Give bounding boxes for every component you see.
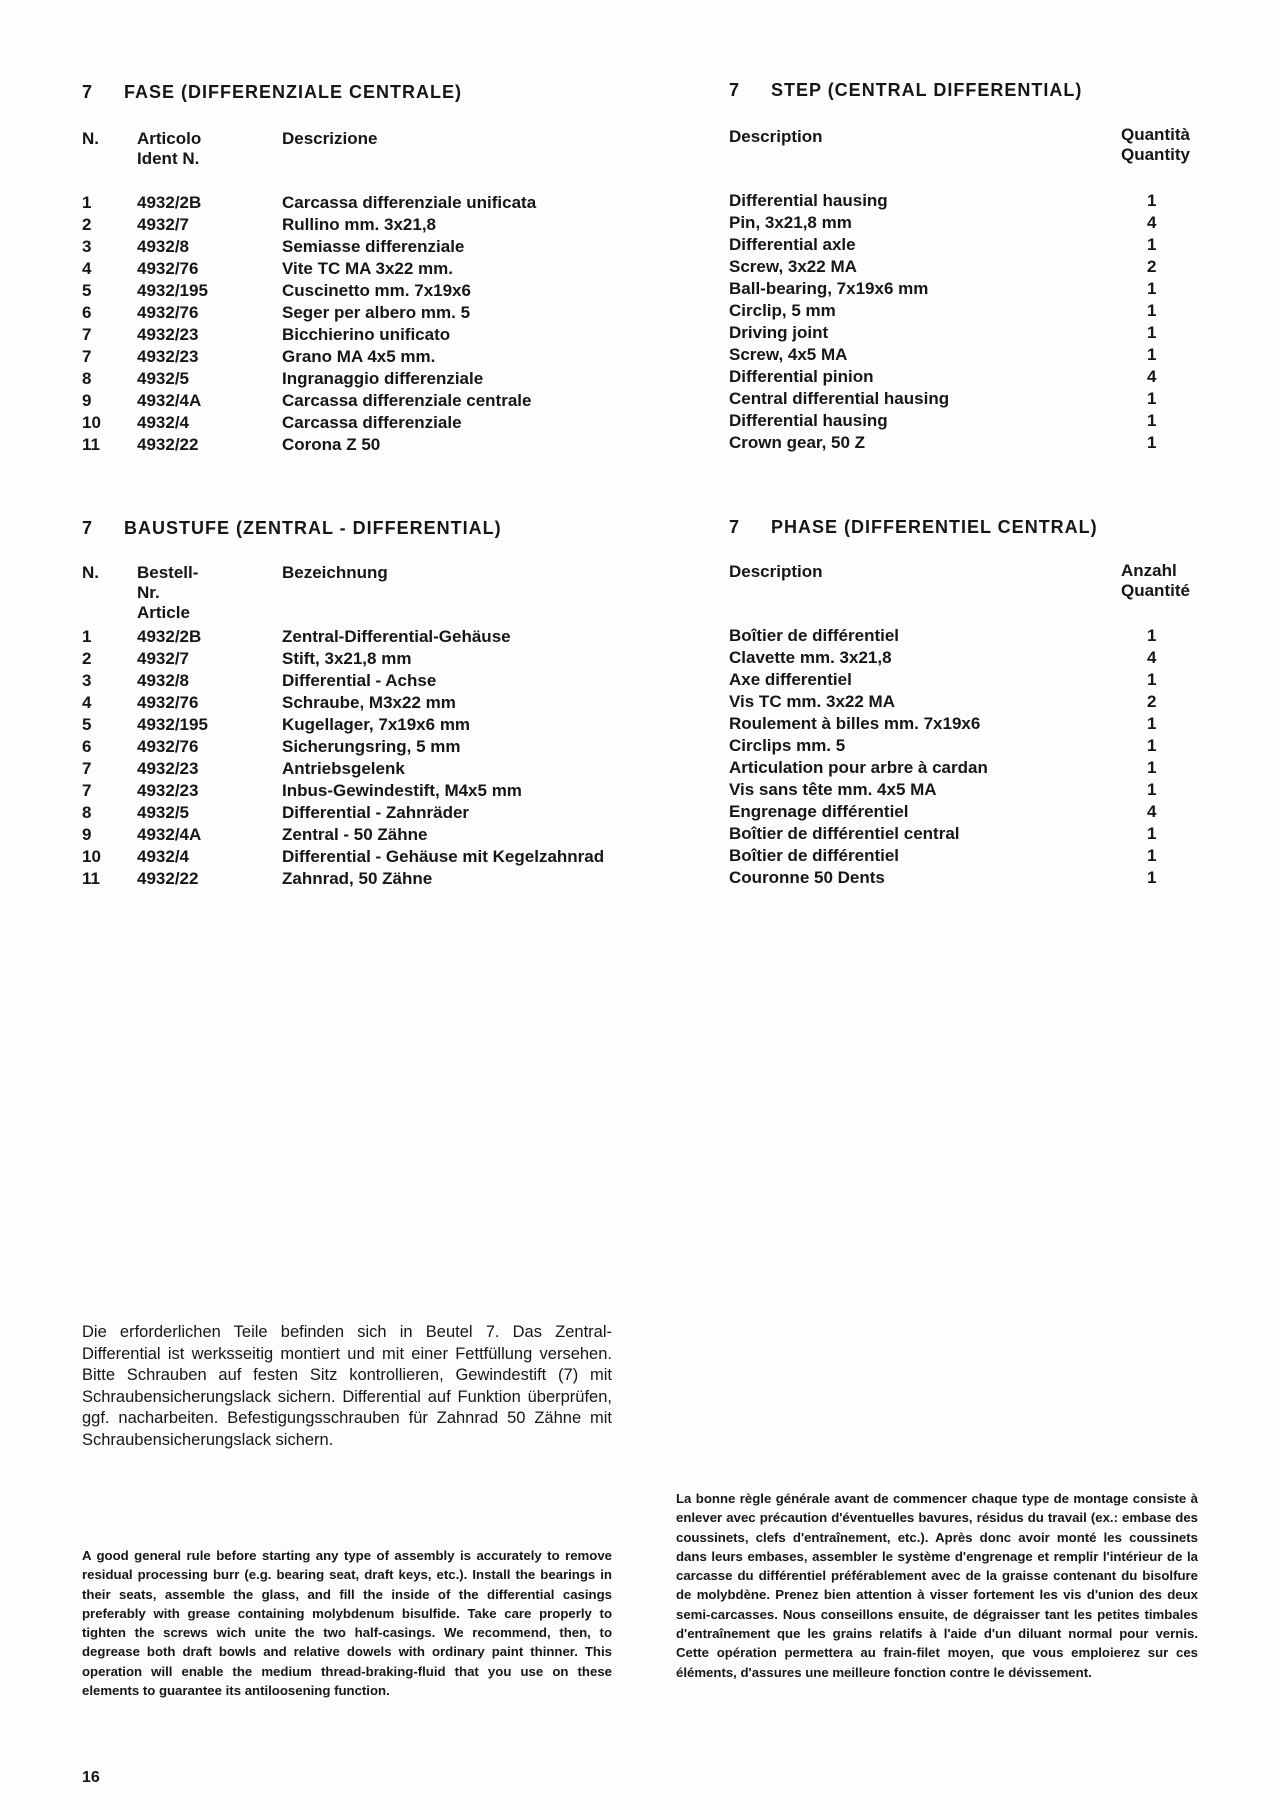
row-n: 7 xyxy=(82,325,92,344)
section-title xyxy=(82,82,462,103)
row-n: 9 xyxy=(82,825,92,844)
row-description: Semiasse differenziale xyxy=(282,237,465,256)
section-title-text: FASE (DIFFERENZIALE CENTRALE) xyxy=(124,82,462,102)
row-quantity: 4 xyxy=(1147,213,1157,232)
row-description: Axe differentiel xyxy=(729,670,852,689)
row-n: 6 xyxy=(82,303,92,322)
table-row xyxy=(82,302,642,324)
row-quantity: 1 xyxy=(1147,301,1157,320)
row-description: Zentral - 50 Zähne xyxy=(282,825,428,844)
row-description: Vis TC mm. 3x22 MA xyxy=(729,692,895,711)
note-german: Die erforderlichen Teile befinden sich in Beutel 7. Das Zentral-Differential ist werksseitig montiert und mit einer Fettfüllung versehen. Bitte Schrauben auf festen Sitz kontrollieren, Gewindestift (7) mit Schraubensicherungslack sichern. Differential auf Funktion überprüfen, ggf. nacharbeiten. Befestigungsschrauben für Zahnrad 50 Zähne mit Schraubensicherungslack sichern. xyxy=(82,1323,612,1449)
table-row xyxy=(729,779,1209,801)
table-row xyxy=(82,802,642,824)
row-article: 4932/23 xyxy=(137,347,199,366)
table-row xyxy=(82,824,642,846)
row-description: Roulement à billes mm. 7x19x6 xyxy=(729,714,981,733)
row-quantity: 1 xyxy=(1147,191,1157,210)
row-n: 7 xyxy=(82,781,92,800)
row-quantity: 1 xyxy=(1147,758,1157,777)
parts-rows xyxy=(82,192,642,456)
table-row xyxy=(82,280,642,302)
table-row xyxy=(82,780,642,802)
row-description: Corona Z 50 xyxy=(282,435,381,454)
table-row xyxy=(729,801,1209,823)
row-quantity: 1 xyxy=(1147,714,1157,733)
table-row xyxy=(729,713,1209,735)
header-description: Description xyxy=(729,562,823,581)
header-quantity: Anzahl Quantité xyxy=(1121,561,1190,600)
table-row xyxy=(729,432,1209,454)
table-row xyxy=(729,669,1209,691)
table-row xyxy=(729,212,1209,234)
row-n: 2 xyxy=(82,215,92,234)
row-description: Differential - Gehäuse mit Kegelzahnrad xyxy=(282,847,605,866)
table-row xyxy=(729,735,1209,757)
row-description: Antriebsgelenk xyxy=(282,759,405,778)
table-row xyxy=(729,190,1209,212)
row-description: Bicchierino unificato xyxy=(282,325,451,344)
row-description: Crown gear, 50 Z xyxy=(729,433,866,452)
row-quantity: 1 xyxy=(1147,824,1157,843)
table-row xyxy=(729,757,1209,779)
row-description: Carcassa differenziale centrale xyxy=(282,391,532,410)
row-n: 1 xyxy=(82,627,92,646)
row-article: 4932/4A xyxy=(137,391,202,410)
section-number: 7 xyxy=(729,80,741,100)
row-article: 4932/76 xyxy=(137,259,199,278)
row-description: Vis sans tête mm. 4x5 MA xyxy=(729,780,937,799)
table-row xyxy=(729,256,1209,278)
row-n: 3 xyxy=(82,237,92,256)
table-row xyxy=(82,346,642,368)
table-row xyxy=(82,736,642,758)
table-row xyxy=(729,278,1209,300)
table-row xyxy=(729,823,1209,845)
header-description: Descrizione xyxy=(282,129,378,148)
row-n: 5 xyxy=(82,281,92,300)
table-row xyxy=(729,867,1209,889)
table-row xyxy=(729,410,1209,432)
parts-rows xyxy=(82,626,642,890)
row-quantity: 1 xyxy=(1147,411,1157,430)
row-n: 11 xyxy=(82,869,100,888)
row-n: 4 xyxy=(82,693,92,712)
row-quantity: 1 xyxy=(1147,323,1157,342)
section-number: 7 xyxy=(82,82,94,102)
row-description: Differential - Achse xyxy=(282,671,437,690)
row-description: Couronne 50 Dents xyxy=(729,868,885,887)
row-description: Cuscinetto mm. 7x19x6 xyxy=(282,281,471,300)
row-n: 5 xyxy=(82,715,92,734)
row-description: Ingranaggio differenziale xyxy=(282,369,484,388)
row-description: Kugellager, 7x19x6 mm xyxy=(282,715,471,734)
row-n: 4 xyxy=(82,259,92,278)
row-description: Driving joint xyxy=(729,323,829,342)
row-n: 6 xyxy=(82,737,92,756)
row-description: Rullino mm. 3x21,8 xyxy=(282,215,436,234)
header-article: Articolo Ident N. xyxy=(137,129,202,168)
row-description: Zentral-Differential-Gehäuse xyxy=(282,627,511,646)
table-row xyxy=(82,626,642,648)
row-quantity: 1 xyxy=(1147,780,1157,799)
table-row xyxy=(729,234,1209,256)
row-article: 4932/8 xyxy=(137,237,189,256)
table-row xyxy=(729,300,1209,322)
header-quantity: Quantità Quantity xyxy=(1121,125,1190,164)
row-description: Sicherungsring, 5 mm xyxy=(282,737,461,756)
row-quantity: 1 xyxy=(1147,345,1157,364)
row-quantity: 1 xyxy=(1147,235,1157,254)
section-title xyxy=(729,80,1082,101)
row-article: 4932/22 xyxy=(137,435,199,454)
row-article: 4932/8 xyxy=(137,671,189,690)
table-row xyxy=(82,670,642,692)
row-description: Differential pinion xyxy=(729,367,874,386)
row-n: 1 xyxy=(82,193,92,212)
table-row xyxy=(729,322,1209,344)
section-title-text: PHASE (DIFFERENTIEL CENTRAL) xyxy=(771,517,1098,537)
table-row xyxy=(82,758,642,780)
table-row xyxy=(729,366,1209,388)
table-row xyxy=(82,192,642,214)
row-article: 4932/23 xyxy=(137,325,199,344)
row-description: Pin, 3x21,8 mm xyxy=(729,213,852,232)
header-description: Description xyxy=(729,127,823,146)
row-description: Boîtier de différentiel xyxy=(729,846,900,865)
row-article: 4932/22 xyxy=(137,869,199,888)
section-number: 7 xyxy=(729,517,741,537)
row-description: Articulation pour arbre à cardan xyxy=(729,758,988,777)
table-row xyxy=(82,648,642,670)
row-description: Seger per albero mm. 5 xyxy=(282,303,471,322)
row-description: Grano MA 4x5 mm. xyxy=(282,347,436,366)
row-article: 4932/195 xyxy=(137,281,208,300)
page-number: 16 xyxy=(82,1769,100,1786)
parts-rows xyxy=(729,190,1209,454)
row-description: Differential - Zahnräder xyxy=(282,803,470,822)
row-description: Screw, 4x5 MA xyxy=(729,345,848,364)
row-n: 7 xyxy=(82,347,92,366)
row-quantity: 1 xyxy=(1147,846,1157,865)
header-article: Bestell-Nr. Article xyxy=(137,563,199,622)
table-row xyxy=(82,846,642,868)
row-description: Boîtier de différentiel central xyxy=(729,824,960,843)
table-row xyxy=(729,388,1209,410)
table-row xyxy=(82,714,642,736)
row-n: 11 xyxy=(82,435,100,454)
row-n: 10 xyxy=(82,847,101,866)
table-row xyxy=(82,434,642,456)
row-article: 4932/23 xyxy=(137,759,199,778)
row-description: Stift, 3x21,8 mm xyxy=(282,649,412,668)
header-n: N. xyxy=(82,563,99,582)
table-row xyxy=(729,647,1209,669)
table-row xyxy=(82,692,642,714)
row-article: 4932/76 xyxy=(137,737,199,756)
row-quantity: 4 xyxy=(1147,802,1157,821)
row-description: Ball-bearing, 7x19x6 mm xyxy=(729,279,929,298)
row-description: Schraube, M3x22 mm xyxy=(282,693,456,712)
row-description: Engrenage différentiel xyxy=(729,802,909,821)
row-quantity: 2 xyxy=(1147,692,1157,711)
table-row xyxy=(82,390,642,412)
row-quantity: 4 xyxy=(1147,648,1157,667)
section-title xyxy=(729,517,1098,538)
row-article: 4932/76 xyxy=(137,303,199,322)
section-title-text: BAUSTUFE (ZENTRAL - DIFFERENTIAL) xyxy=(124,518,502,538)
row-description: Zahnrad, 50 Zähne xyxy=(282,869,433,888)
note-english: A good general rule before starting any type of assembly is accurately to remove residual processing burr (e.g. bearing seat, draft keys, etc.). Install the bearings in their seats, assemble the glass, and fill the inside of the differential casings preferably with grease containing molybdenum bisulfide. Take care properly to tighten the screws wich unite the two half-casings. We recommend, then, to degrease both draft bowls and relative dowels with ordinary paint thinner. This operation will enable the medium thread-braking-fluid that you use on these elements to guarantee its antiloosening function. xyxy=(82,1548,612,1699)
row-quantity: 1 xyxy=(1147,389,1157,408)
row-article: 4932/4 xyxy=(137,847,189,866)
table-row xyxy=(729,845,1209,867)
row-n: 2 xyxy=(82,649,92,668)
row-description: Differential axle xyxy=(729,235,856,254)
row-description: Circlips mm. 5 xyxy=(729,736,846,755)
header-n: N. xyxy=(82,129,99,148)
header-description: Bezeichnung xyxy=(282,563,388,582)
section-number: 7 xyxy=(82,518,94,538)
table-row xyxy=(82,868,642,890)
row-n: 3 xyxy=(82,671,92,690)
row-quantity: 1 xyxy=(1147,433,1157,452)
row-quantity: 1 xyxy=(1147,736,1157,755)
row-description: Clavette mm. 3x21,8 xyxy=(729,648,892,667)
row-article: 4932/7 xyxy=(137,215,189,234)
row-article: 4932/4 xyxy=(137,413,189,432)
table-row xyxy=(82,258,642,280)
section-title xyxy=(82,518,502,539)
row-description: Screw, 3x22 MA xyxy=(729,257,857,276)
table-row xyxy=(82,412,642,434)
table-row xyxy=(82,368,642,390)
row-n: 9 xyxy=(82,391,92,410)
row-article: 4932/23 xyxy=(137,781,199,800)
row-quantity: 4 xyxy=(1147,367,1157,386)
row-description: Inbus-Gewindestift, M4x5 mm xyxy=(282,781,522,800)
row-quantity: 1 xyxy=(1147,279,1157,298)
row-article: 4932/2B xyxy=(137,193,202,212)
table-row xyxy=(82,236,642,258)
row-quantity: 1 xyxy=(1147,868,1157,887)
row-article: 4932/76 xyxy=(137,693,199,712)
row-article: 4932/7 xyxy=(137,649,189,668)
row-n: 8 xyxy=(82,369,92,388)
row-quantity: 2 xyxy=(1147,257,1157,276)
row-article: 4932/2B xyxy=(137,627,202,646)
row-n: 8 xyxy=(82,803,92,822)
row-description: Differential hausing xyxy=(729,191,888,210)
row-description: Vite TC MA 3x22 mm. xyxy=(282,259,454,278)
row-description: Central differential hausing xyxy=(729,389,950,408)
table-row xyxy=(729,625,1209,647)
row-article: 4932/4A xyxy=(137,825,202,844)
parts-rows xyxy=(729,625,1209,889)
row-quantity: 1 xyxy=(1147,626,1157,645)
table-row xyxy=(729,691,1209,713)
row-description: Differential hausing xyxy=(729,411,888,430)
row-description: Circlip, 5 mm xyxy=(729,301,836,320)
row-n: 7 xyxy=(82,759,92,778)
row-article: 4932/5 xyxy=(137,369,189,388)
table-row xyxy=(82,214,642,236)
row-quantity: 1 xyxy=(1147,670,1157,689)
table-row xyxy=(82,324,642,346)
row-article: 4932/195 xyxy=(137,715,208,734)
note-french: La bonne règle générale avant de commencer chaque type de montage consiste à enlever avec précaution d'éventuelles bavures, résidus du travail (ex.: embase des coussinets, clefs d'entraînement, etc.). Après donc avoir monté les coussinets dans leurs embases, assembler le système d'engrenage et remplir l'intérieur de la carcasse du différentiel préférablement avec de la graisse contenant du bisolfure de molybdène. Prenez bien attention à visser fortement les vis d'union des deux semi-carcasses. Nous conseillons ensuite, de dégraisser tant les petites timbales d'entraînement que les grains relatifs à l'aide d'un diluant normal pour vernis. Cette opération permettera au frain-filet moyen, que vous emploierez sur ces éléments, d'assures une meilleure fonction contre le dévissement. xyxy=(676,1491,1198,1680)
table-row xyxy=(729,344,1209,366)
row-description: Carcassa differenziale unificata xyxy=(282,193,537,212)
row-description: Carcassa differenziale xyxy=(282,413,462,432)
row-description: Boîtier de différentiel xyxy=(729,626,900,645)
section-title-text: STEP (CENTRAL DIFFERENTIAL) xyxy=(771,80,1083,100)
row-article: 4932/5 xyxy=(137,803,189,822)
row-n: 10 xyxy=(82,413,101,432)
